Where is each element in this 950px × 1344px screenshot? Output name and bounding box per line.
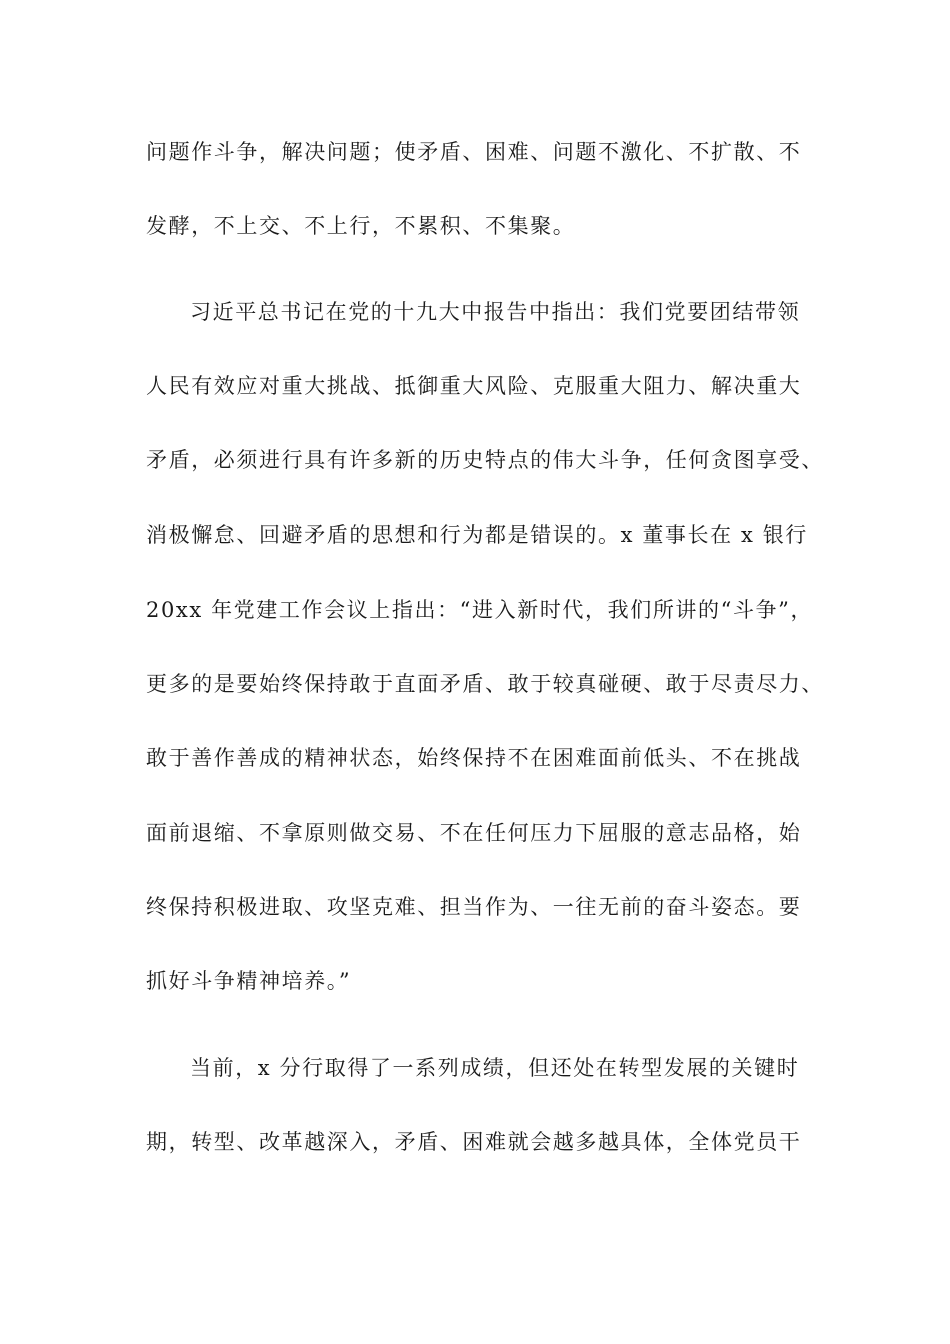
text-line: 问题作斗争，解决问题；使矛盾、困难、问题不激化、不扩散、不 xyxy=(146,140,802,164)
text-line: 当前，x 分行取得了一系列成绩，但还处在转型发展的关键时 xyxy=(190,1056,800,1080)
text-line: 发酵，不上交、不上行，不累积、不集聚。 xyxy=(146,214,576,238)
text-line: 人民有效应对重大挑战、抵御重大风险、克服重大阻力、解决重大 xyxy=(146,374,802,398)
text-line: 消极懈怠、回避矛盾的思想和行为都是错误的。x 董事长在 x 银行 xyxy=(146,523,808,547)
text-line: 敢于善作善成的精神状态，始终保持不在困难面前低头、不在挑战 xyxy=(146,746,802,770)
text-line: 更多的是要始终保持敢于直面矛盾、敢于较真碰硬、敢于尽责尽力、 xyxy=(146,672,824,696)
text-line: 终保持积极进取、攻坚克难、担当作为、一往无前的奋斗姿态。要 xyxy=(146,895,802,919)
text-line: 20xx 年党建工作会议上指出：“进入新时代，我们所讲的“斗争”， xyxy=(146,598,814,622)
text-line: 习近平总书记在党的十九大中报告中指出：我们党要团结带领 xyxy=(190,300,801,324)
text-line: 抓好斗争精神培养。” xyxy=(146,969,352,993)
text-line: 期，转型、改革越深入，矛盾、困难就会越多越具体，全体党员干 xyxy=(146,1130,802,1154)
text-line: 面前退缩、不拿原则做交易、不在任何压力下屈服的意志品格，始 xyxy=(146,821,802,845)
text-line: 矛盾，必须进行具有许多新的历史特点的伟大斗争，任何贪图享受、 xyxy=(146,448,824,472)
